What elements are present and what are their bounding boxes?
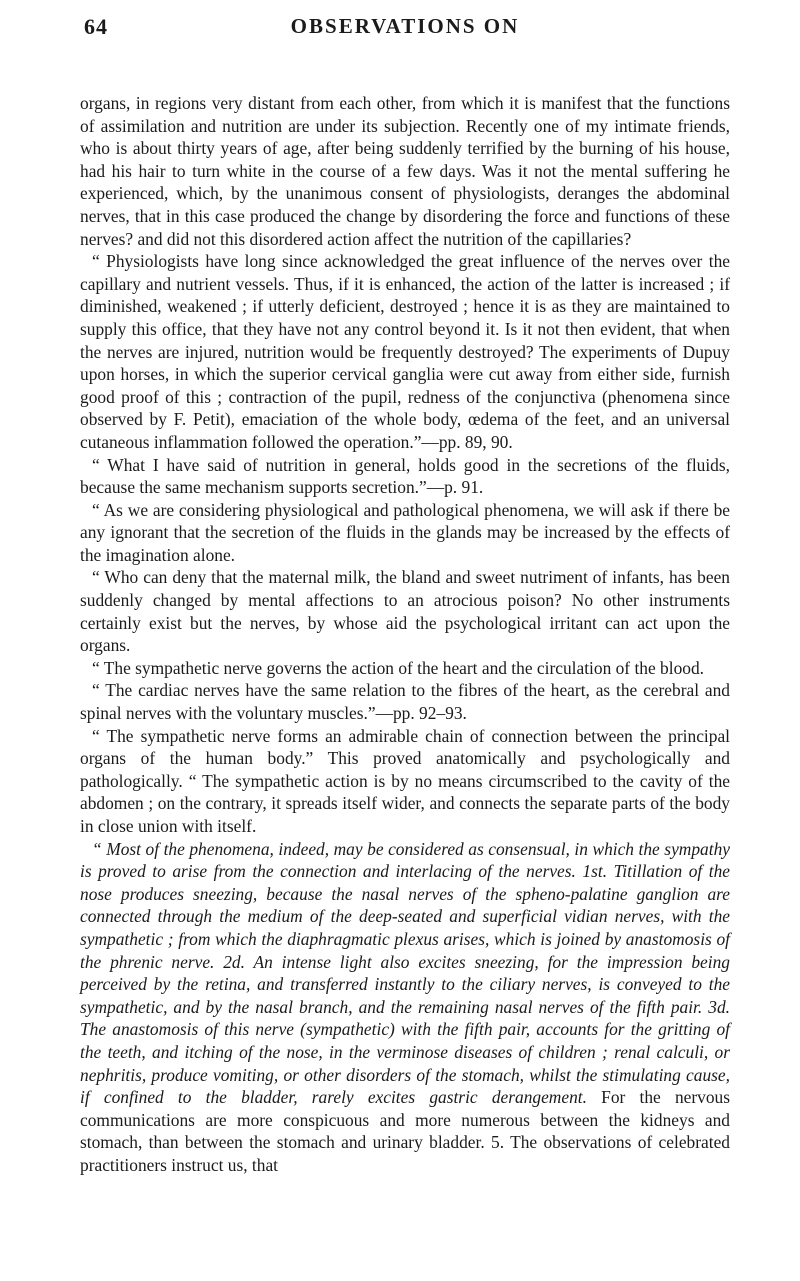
paragraph: “ Physiologists have long since acknowledged the great influence of the nerves over the capillary and nutrient vessels. Thus, if it is enhanced, the action of the latter is increased ; if diminished, weakened ; if utterly deficient, destroyed ; hence it is as they are maintained to supply this office, that they have not any control beyond it. Is it not then evident, that when the nerves are injured, nutrition would be frequently destroyed? The experiments of Dupuy upon horses, in which the superior cervical ganglia were cut away from either side, furnish good proof of this ; contraction of the pupil, redness of the conjunctiva (phenomena since observed by F. Petit), emaciation of the whole body, œdema of the feet, and an universal cutaneous inflammation followed the operation.”—pp. 89, 90. [80, 251, 730, 452]
body-text [80, 92, 730, 1177]
italic-paragraph [80, 838, 730, 1177]
page-number: 64 [84, 14, 108, 39]
paragraph: “ Who can deny that the maternal milk, the bland and sweet nutriment of infants, has been suddenly changed by mental affections to an atrocious poison? No other instruments certainly exist but the nerves, by whose aid the psychological irritant can act upon the organs. [80, 567, 730, 656]
italic-text: “ Most of the phenomena, indeed, may be considered as consensual, in which the sympathy is proved to arise from the connection and interlacing of the nerves. 1st. Titillation of the nose produces sneezing, because the nasal nerves of the spheno-palatine ganglion are connected through the medium of the deep-seated and superficial vidian nerves, with the sympathetic ; from which the diaphragmatic plexus arises, which is joined by anastomosis of the phrenic nerve. 2d. An intense light also excites sneezing, for the impression being perceived by the retina, and transferred instantly to the ciliary nerves, is conveyed to the sympathetic, and by the nasal branch, and the remaining nasal nerves of the fifth pair. 3d. The anastomosis of this nerve (sympathetic) with the fifth pair, accounts for the gritting of the teeth, and itching of the nose, in the verminose diseases of children ; renal calculi, or nephritis, produce vomiting, or other disorders of the stomach, whilst the stimulating cause, if confined to the bladder, rarely excites gastric derangement. [80, 838, 730, 1108]
paragraph: “ As we are considering physiological and pathological phenomena, we will ask if there be any ignorant that the secretion of the fluids in the glands may be increased by the effects of the imagination alone. [80, 499, 730, 565]
paragraph: organs, in regions very distant from each other, from which it is manifest that the functions of assimilation and nutrition are under its subjection. Recently one of my intimate friends, who is about thirty years of age, after being suddenly terrified by the burning of his house, had his hair to turn white in the course of a few days. Was it not the mental suffering he experienced, which, by the unanimous consent of physiologists, deranges the abdominal nerves, that in this case produced the change by disordering the force and functions of these nerves? and did not this disordered action affect the nutrition of the capillaries? [80, 93, 730, 249]
paragraph: “ The cardiac nerves have the same relation to the fibres of the heart, as the cerebral and spinal nerves with the voluntary muscles.”—pp. 92–93. [80, 680, 730, 724]
running-head: OBSERVATIONS ON [290, 14, 520, 38]
paragraph: “ The sympathetic nerve governs the action of the heart and the circulation of the blood. [92, 657, 705, 678]
paragraph: “ What I have said of nutrition in general, holds good in the secretions of the fluids, because the same mechanism supports secretion.”—p. 91. [80, 454, 730, 498]
page-header [80, 14, 730, 58]
paragraph: “ The sympathetic nerve forms an admirable chain of connection between the principal organs of the human body.” This proved anatomically and psychologically and pathologically. “ The sympathetic action is by no means circumscribed to the cavity of the abdomen ; on the contrary, it spreads itself wider, and connects the separate parts of the body in close union with itself. [80, 725, 730, 836]
roman-tail-text: For the nervous communications are more conspicuous and more numerous between the kidneys and stomach, than between the stomach and urinary bladder. 5. The observations of celebrated practitioners instruct us, that [80, 1087, 730, 1175]
